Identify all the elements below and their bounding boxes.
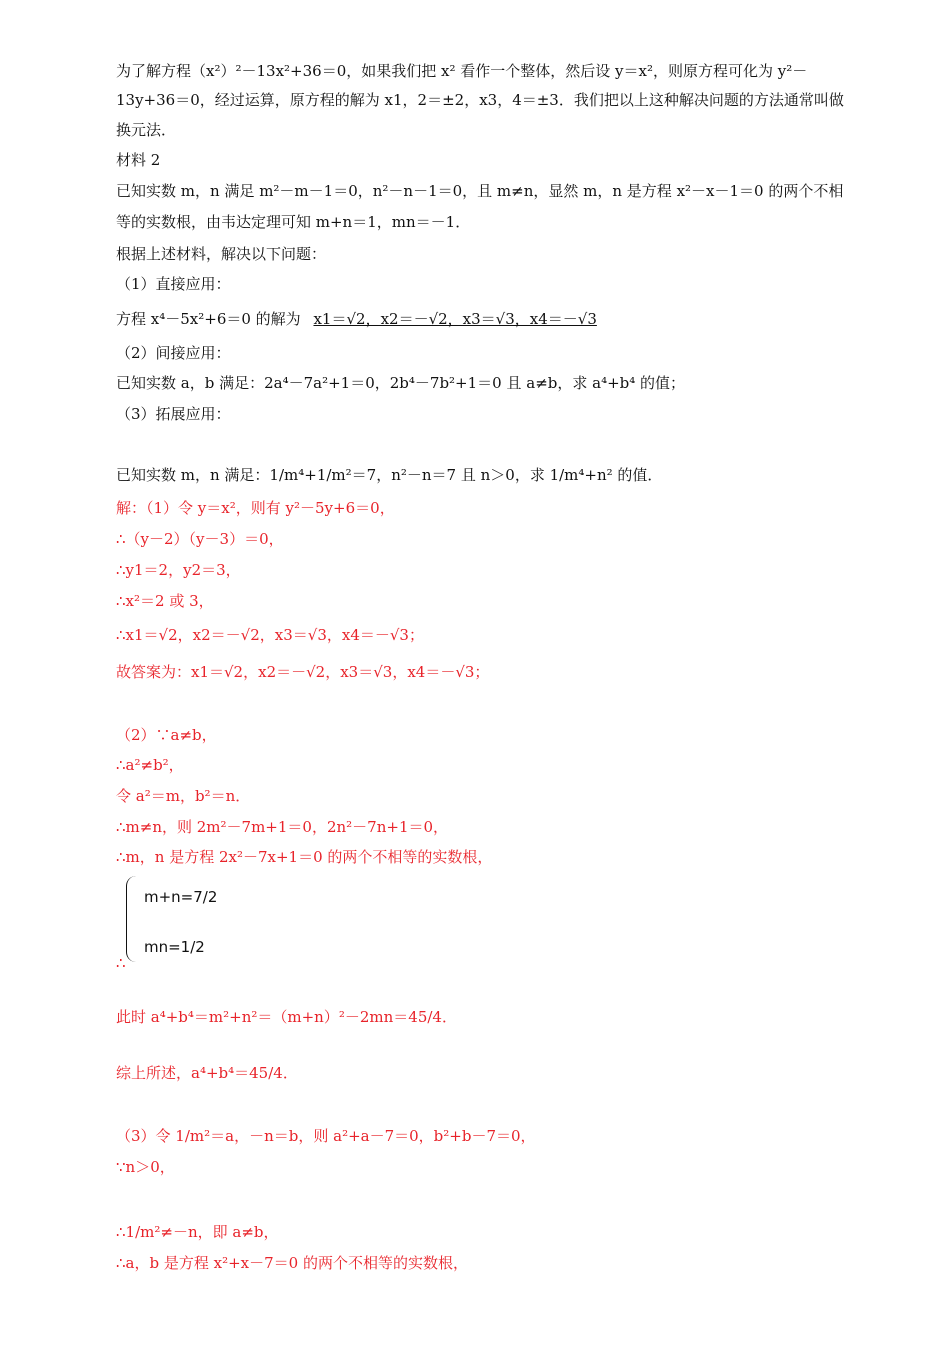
- solution-2-line-6: 此时 a⁴+b⁴＝m²+n²＝（m+n）²－2mn＝45/4．: [116, 1008, 457, 1026]
- solution-1-line-4: ∴x²＝2 或 3，: [116, 592, 214, 610]
- material-2-title: 材料 2: [116, 151, 161, 169]
- solution-3-line-3: ∴1/m²≠－n，即 a≠b，: [116, 1223, 279, 1241]
- solution-1-line-3: ∴y1＝2，y2＝3，: [116, 561, 241, 579]
- solution-1-line-1: 解：（1）令 y＝x²，则有 y²－5y+6＝0，: [116, 499, 395, 517]
- task-prompt: 根据上述材料，解决以下问题：: [116, 245, 327, 263]
- solution-1-line-2: ∴（y－2）（y－3）＝0，: [116, 530, 284, 548]
- solution-3-line-2: ∵n＞0，: [116, 1158, 175, 1176]
- solution-3-line-4: ∴a，b 是方程 x²+x－7＝0 的两个不相等的实数根，: [116, 1254, 468, 1272]
- system-equation-2: mn=1/2: [144, 938, 205, 956]
- solution-2-line-2: ∴a²≠b²，: [116, 756, 184, 774]
- intro-line-2: 13y+36＝0，经过运算，原方程的解为 x1，2＝±2，x3，4＝±3．我们把以上这种解决问题的方法通常叫做: [116, 91, 844, 109]
- solution-2-line-4: ∴m≠n，则 2m²－7m+1＝0，2n²－7n+1＝0，: [116, 818, 449, 836]
- intro-line-3: 换元法．: [116, 121, 177, 139]
- solution-2-line-1: （2）∵a≠b，: [116, 726, 217, 744]
- question-2-text: 已知实数 a，b 满足：2a⁴－7a²+1＝0，2b⁴－7b²+1＝0 且 a≠b，求 a⁴+b⁴ 的值；: [116, 374, 686, 392]
- equation-system-brace: [126, 876, 141, 962]
- system-equation-1: m+n=7/2: [144, 888, 218, 906]
- question-1-text: 方程 x⁴－5x²+6＝0 的解为: [116, 310, 301, 328]
- question-3-title: （3）拓展应用：: [116, 405, 231, 423]
- material-2-line-2: 等的实数根，由韦达定理可知 m+n＝1，mn＝－1．: [116, 213, 471, 231]
- solution-2-line-3: 令 a²＝m，b²＝n．: [116, 787, 251, 805]
- material-2-line-1: 已知实数 m，n 满足 m²－m－1＝0，n²－n－1＝0，且 m≠n，显然 m，n 是方程 x²－x－1＝0 的两个不相: [116, 182, 844, 200]
- solution-3-line-1: （3）令 1/m²＝a，－n＝b，则 a²+a－7＝0，b²+b－7＝0，: [116, 1127, 536, 1145]
- intro-line-1: 为了解方程（x²）²－13x²+36＝0，如果我们把 x² 看作一个整体，然后设 y＝x²，则原方程可化为 y²－: [116, 62, 808, 80]
- solution-1-line-5: ∴x1＝√2，x2＝－√2，x3＝√3，x4＝－√3；: [116, 626, 424, 644]
- therefore-symbol: ∴: [116, 954, 126, 972]
- question-3-text: 已知实数 m，n 满足：1/m⁴+1/m²＝7，n²－n＝7 且 n＞0，求 1/m⁴+n² 的值．: [116, 466, 663, 484]
- solution-2-line-5: ∴m，n 是方程 2x²－7x+1＝0 的两个不相等的实数根，: [116, 848, 493, 866]
- question-1-title: （1）直接应用：: [116, 275, 231, 293]
- question-2-title: （2）间接应用：: [116, 344, 231, 362]
- solution-1-answer: 故答案为：x1＝√2，x2＝－√2，x3＝√3，x4＝－√3；: [116, 663, 490, 681]
- question-1-line: [116, 308, 597, 330]
- question-1-answer: x1＝√2，x2＝－√2，x3＝√3，x4＝－√3: [313, 310, 597, 328]
- solution-2-conclusion: 综上所述，a⁴+b⁴＝45/4．: [116, 1064, 298, 1082]
